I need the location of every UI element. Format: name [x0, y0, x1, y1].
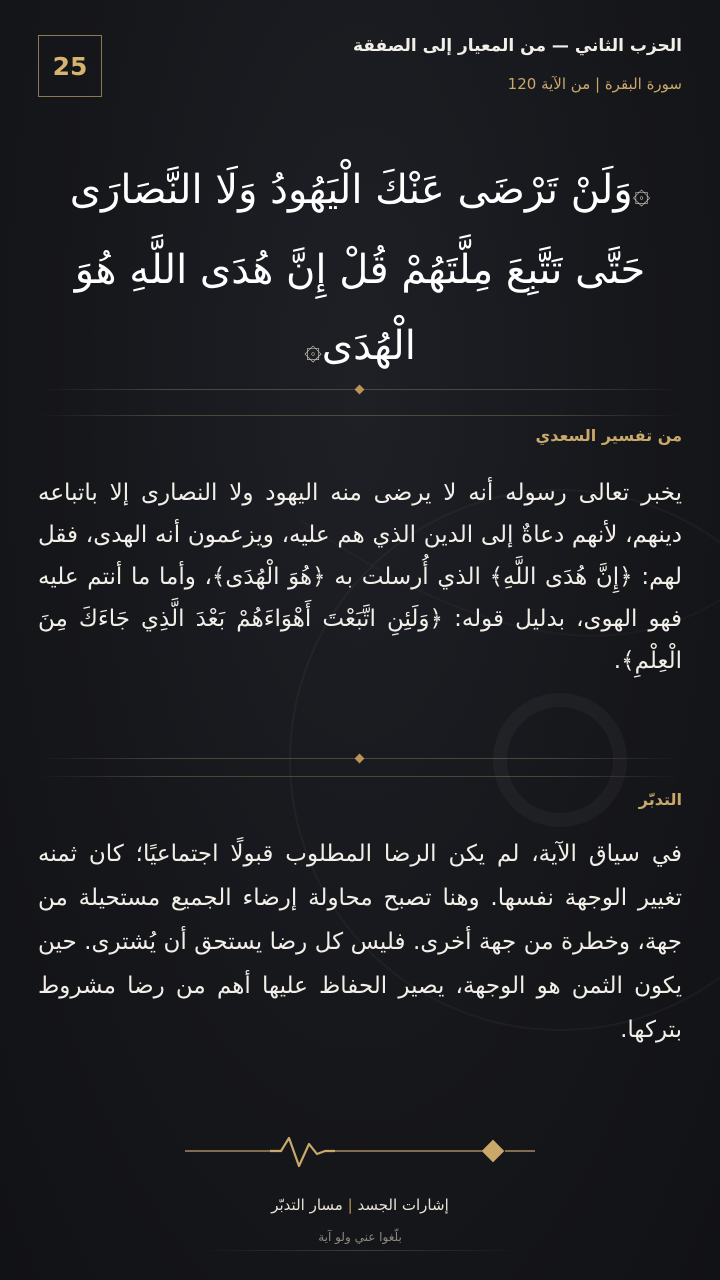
verse-text: وَلَنْ تَرْضَى عَنْكَ الْيَهُودُ وَلَا النَّصَارَى حَتَّى تَتَّبِعَ مِلَّتَهُمْ قُلْ إِنَّ هُدَى اللَّهِ هُوَ الْهُدَى: [69, 167, 646, 369]
footer-tagline: بلّغوا عني ولو آية: [318, 1230, 402, 1244]
heartbeat-icon: [185, 1130, 535, 1170]
surah-info: سورة البقرة | من الآية 120: [507, 75, 682, 93]
verse-open-ornament-icon: ۞: [632, 176, 651, 211]
diamond-icon: [355, 754, 365, 764]
verse-close-ornament-icon: ۞: [304, 332, 322, 367]
footer-series-right: مسار التدبّر: [271, 1196, 343, 1214]
quran-verse: [40, 152, 680, 388]
page-number: 25: [38, 35, 102, 97]
tadabbur-label: التدبّر: [638, 790, 682, 809]
tafsir-label: من تفسير السعدي: [535, 426, 682, 445]
divider: [38, 415, 682, 416]
footer-separator: |: [347, 1196, 353, 1214]
tafsir-text: يخبر تعالى رسوله أنه لا يرضى منه اليهود ولا النصارى إلا باتباعه دينهم، لأنهم دعاةٌ إلى الدين الذي هم عليه، ويزعمون أنه الهدى، فقل لهم: ﴿إِنَّ هُدَى اللَّهِ﴾ الذي أُرسلت به ﴿هُوَ الْهُدَى﴾، وأما ما أنتم عليه فهو الهوى، بدليل قوله: ﴿وَلَئِنِ اتَّبَعْتَ أَهْوَاءَهُمْ بَعْدَ الَّذِي جَاءَكَ مِنَ الْعِلْمِ﴾.: [38, 480, 682, 674]
footer-series-left: إشارات الجسد: [357, 1196, 449, 1214]
footer-divider: [200, 1250, 520, 1251]
hizb-title: الحزب الثاني — من المعيار إلى الصفقة: [352, 36, 682, 56]
footer-series: [0, 1196, 720, 1214]
divider: [38, 776, 682, 777]
tadabbur-text: في سياق الآية، لم يكن الرضا المطلوب قبولًا اجتماعيًا؛ كان ثمنه تغيير الوجهة نفسها. وهنا تصبح محاولة إرضاء الجميع مستحيلة من جهة، وخطرة من جهة أخرى. فليس كل رضا يستحق أن يُشترى. حين يكون الثمن هو الوجهة، يصير الحفاظ عليها أهم من رضا مشروط بتركها.: [38, 841, 682, 1043]
